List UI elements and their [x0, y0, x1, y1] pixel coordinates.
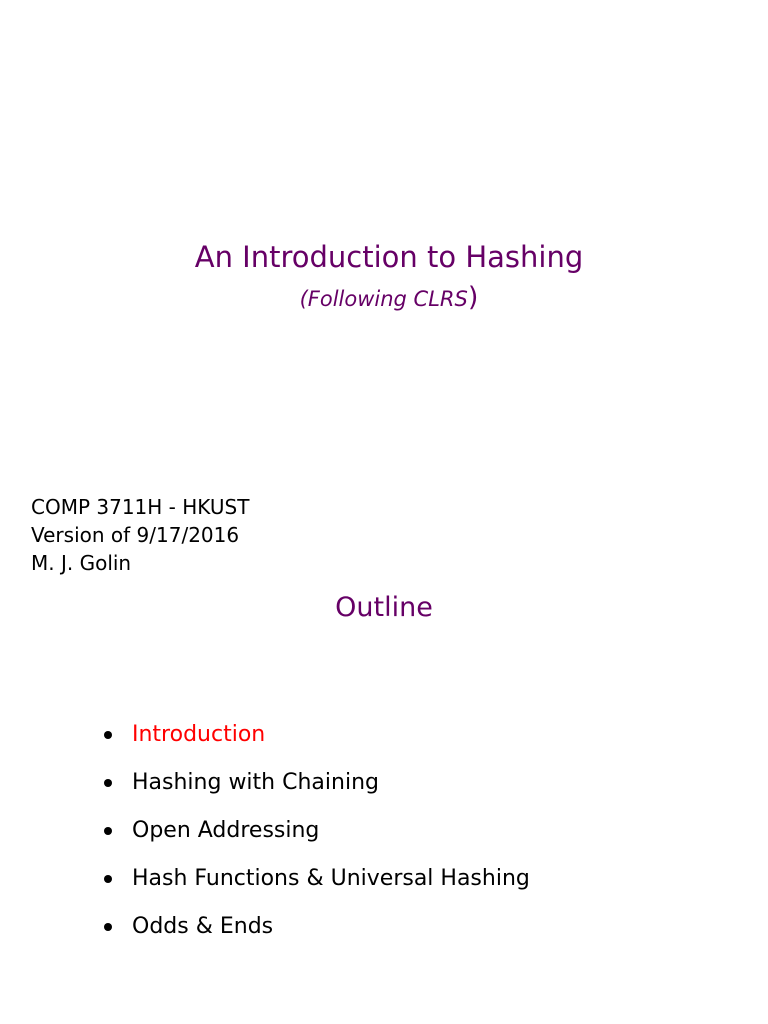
outline-item-chaining — [104, 759, 530, 807]
author-label: M. J. Golin — [31, 551, 132, 575]
bullet-icon — [104, 875, 112, 883]
outline-item-odds-ends — [104, 903, 530, 951]
course-label: COMP 3711H - HKUST — [31, 495, 250, 519]
bullet-icon — [104, 923, 112, 931]
bullet-icon — [104, 779, 112, 787]
version-label: Version of 9/17/2016 — [31, 523, 240, 547]
outline-item-label: Hashing with Chaining — [132, 770, 379, 795]
presentation-title: An Introduction to Hashing — [194, 240, 584, 274]
outline-item-label: Open Addressing — [132, 818, 320, 843]
outline-item-introduction — [104, 711, 530, 759]
outline-item-open-addressing — [104, 807, 530, 855]
bullet-icon — [104, 731, 112, 739]
outline-item-label: Odds & Ends — [132, 914, 274, 939]
outline-item-label: Hash Functions & Universal Hashing — [132, 866, 530, 891]
outline-list — [104, 711, 530, 951]
presentation-meta — [31, 493, 249, 577]
outline-item-label: Introduction — [132, 722, 266, 747]
presentation-subtitle — [0, 283, 768, 314]
outline-item-hash-functions — [104, 855, 530, 903]
subtitle-close-paren: ) — [467, 282, 479, 313]
bullet-icon — [104, 827, 112, 835]
subtitle-text: (Following CLRS — [299, 287, 468, 311]
outline-heading: Outline — [335, 592, 433, 623]
